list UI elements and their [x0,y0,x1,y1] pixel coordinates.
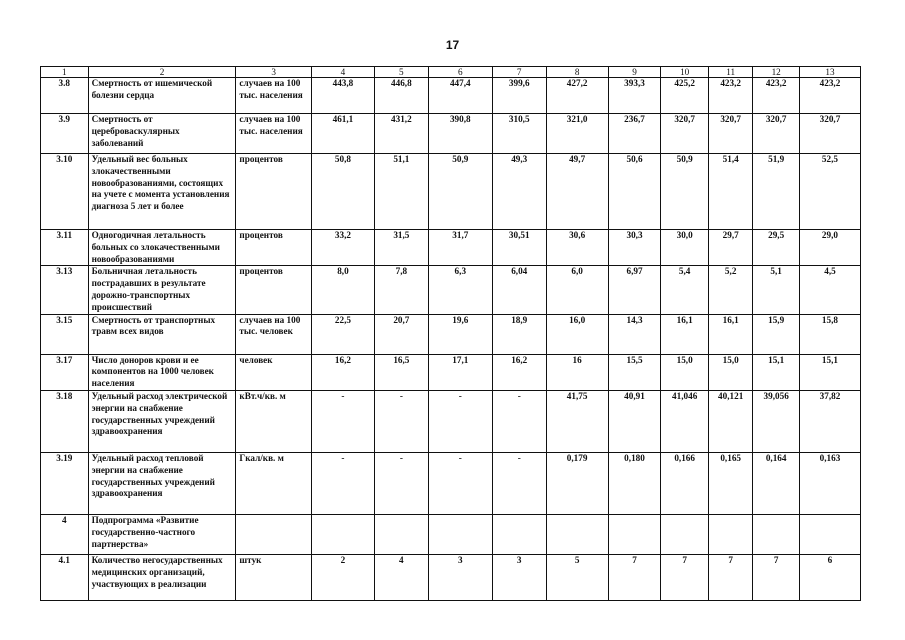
value-cell: 7 [661,554,709,600]
value-cell: 14,3 [608,314,661,354]
unit-cell: штук [236,554,311,600]
value-cell: 50,9 [661,154,709,230]
unit-cell: случаев на 100 тыс. населения [236,114,311,154]
value-cell: 30,0 [661,230,709,266]
value-cell: 30,3 [608,230,661,266]
value-cell: 423,2 [753,78,800,114]
value-cell: 16,1 [708,314,752,354]
value-cell: - [374,452,428,514]
value-cell: 16,2 [311,354,374,390]
value-cell: 4 [374,554,428,600]
value-cell: 30,6 [546,230,608,266]
value-cell: 390,8 [428,114,492,154]
value-cell: 29,0 [799,230,860,266]
value-cell: 3 [428,554,492,600]
value-cell: 31,7 [428,230,492,266]
value-cell: 310,5 [492,114,546,154]
unit-cell: процентов [236,154,311,230]
value-cell: 50,9 [428,154,492,230]
value-cell: 19,6 [428,314,492,354]
column-number-cell: 4 [311,67,374,78]
value-cell: 15,1 [799,354,860,390]
row-index-cell: 3.18 [41,390,89,452]
value-cell: 2 [311,554,374,600]
value-cell: - [428,452,492,514]
value-cell: 52,5 [799,154,860,230]
value-cell: 461,1 [311,114,374,154]
unit-cell: человек [236,354,311,390]
value-cell: 16 [546,354,608,390]
value-cell: 0,165 [708,452,752,514]
value-cell: - [492,390,546,452]
value-cell: 5,2 [708,266,752,314]
value-cell: 399,6 [492,78,546,114]
value-cell: 6,0 [546,266,608,314]
value-cell: 40,121 [708,390,752,452]
value-cell: 443,8 [311,78,374,114]
value-cell: 16,5 [374,354,428,390]
unit-cell: Гкал/кв. м [236,452,311,514]
row-index-cell: 3.19 [41,452,89,514]
value-cell: 7 [753,554,800,600]
value-cell: 0,163 [799,452,860,514]
value-cell: 16,2 [492,354,546,390]
value-cell: 431,2 [374,114,428,154]
indicator-name-cell: Количество негосударственных медицинских организаций, участвующих в реализации [88,554,236,600]
indicator-name-cell: Удельный расход электрической энергии на снабжение государственных учреждений здравоохранения [88,390,236,452]
value-cell: - [428,390,492,452]
table-row [41,452,861,514]
indicator-name-cell: Смертность от цереброваскулярных заболеваний [88,114,236,154]
column-number-cell: 9 [608,67,661,78]
value-cell: 29,5 [753,230,800,266]
row-index-cell: 3.17 [41,354,89,390]
value-cell: 427,2 [546,78,608,114]
column-number-cell: 8 [546,67,608,78]
column-number-cell: 6 [428,67,492,78]
row-index-cell: 3.10 [41,154,89,230]
value-cell: 33,2 [311,230,374,266]
value-cell: 16,1 [661,314,709,354]
value-cell: 15,9 [753,314,800,354]
unit-cell: случаев на 100 тыс. человек [236,314,311,354]
value-cell [753,514,800,554]
table-row [41,314,861,354]
value-cell [374,514,428,554]
unit-cell: процентов [236,266,311,314]
table-row [41,390,861,452]
value-cell: 41,046 [661,390,709,452]
column-number-cell: 10 [661,67,709,78]
value-cell [492,514,546,554]
value-cell: 49,3 [492,154,546,230]
table-row [41,230,861,266]
row-index-cell: 4.1 [41,554,89,600]
value-cell [799,514,860,554]
row-index-cell: 4 [41,514,89,554]
value-cell: 15,0 [661,354,709,390]
value-cell: 39,056 [753,390,800,452]
value-cell: 8,0 [311,266,374,314]
value-cell: 18,9 [492,314,546,354]
column-number-cell: 5 [374,67,428,78]
table-row [41,354,861,390]
value-cell: - [374,390,428,452]
value-cell: 447,4 [428,78,492,114]
value-cell: 15,0 [708,354,752,390]
value-cell: 0,164 [753,452,800,514]
value-cell [546,514,608,554]
table-row [41,114,861,154]
value-cell: 20,7 [374,314,428,354]
column-number-cell: 13 [799,67,860,78]
row-index-cell: 3.15 [41,314,89,354]
value-cell: 320,7 [708,114,752,154]
value-cell [311,514,374,554]
value-cell: 321,0 [546,114,608,154]
row-index-cell: 3.11 [41,230,89,266]
indicator-name-cell: Удельный вес больных злокачественными новообразованиями, состоящих на учете с момента установления диагноза 5 лет и более [88,154,236,230]
value-cell: 3 [492,554,546,600]
value-cell: 22,5 [311,314,374,354]
indicator-name-cell: Смертность от транспортных травм всех видов [88,314,236,354]
value-cell: 49,7 [546,154,608,230]
indicator-name-cell: Подпрограмма «Развитие государственно-частного партнерства» [88,514,236,554]
unit-cell: случаев на 100 тыс. населения [236,78,311,114]
value-cell: 5,4 [661,266,709,314]
value-cell: 30,51 [492,230,546,266]
value-cell: - [311,452,374,514]
unit-cell [236,514,311,554]
page-number: 17 [445,38,460,52]
row-index-cell: 3.13 [41,266,89,314]
value-cell: 7,8 [374,266,428,314]
value-cell: 7 [608,554,661,600]
column-number-cell: 7 [492,67,546,78]
value-cell: - [492,452,546,514]
value-cell: 0,179 [546,452,608,514]
value-cell: 393,3 [608,78,661,114]
value-cell [661,514,709,554]
value-cell: 50,6 [608,154,661,230]
column-number-cell: 1 [41,67,89,78]
value-cell: 423,2 [708,78,752,114]
value-cell: 6,97 [608,266,661,314]
value-cell: 0,166 [661,452,709,514]
row-index-cell: 3.9 [41,114,89,154]
value-cell: 425,2 [661,78,709,114]
value-cell: 6,3 [428,266,492,314]
table-row [41,554,861,600]
value-cell: 15,1 [753,354,800,390]
value-cell: 5,1 [753,266,800,314]
column-number-row [41,67,861,78]
column-number-cell: 12 [753,67,800,78]
value-cell: 6 [799,554,860,600]
column-number-cell: 2 [88,67,236,78]
value-cell: 320,7 [799,114,860,154]
unit-cell: кВт.ч/кв. м [236,390,311,452]
table-row [41,514,861,554]
value-cell [708,514,752,554]
value-cell [608,514,661,554]
value-cell: 50,8 [311,154,374,230]
indicator-name-cell: Больничная летальность пострадавших в результате дорожно-транспортных происшествий [88,266,236,314]
table-row [41,154,861,230]
value-cell: 31,5 [374,230,428,266]
value-cell: 16,0 [546,314,608,354]
value-cell: 320,7 [661,114,709,154]
value-cell: 17,1 [428,354,492,390]
column-number-cell: 11 [708,67,752,78]
value-cell: 4,5 [799,266,860,314]
unit-cell: процентов [236,230,311,266]
value-cell: 37,82 [799,390,860,452]
indicator-table [40,66,861,601]
value-cell: 51,9 [753,154,800,230]
indicator-name-cell: Одногодичная летальность больных со злокачественными новообразованиями [88,230,236,266]
value-cell [428,514,492,554]
value-cell: 51,4 [708,154,752,230]
value-cell: 0,180 [608,452,661,514]
indicator-name-cell: Число доноров крови и ее компонентов на 1000 человек населения [88,354,236,390]
value-cell: - [311,390,374,452]
value-cell: 236,7 [608,114,661,154]
value-cell: 15,8 [799,314,860,354]
indicator-name-cell: Удельный расход тепловой энергии на снабжение государственных учреждений здравоохранения [88,452,236,514]
value-cell: 15,5 [608,354,661,390]
value-cell: 40,91 [608,390,661,452]
value-cell: 51,1 [374,154,428,230]
value-cell: 29,7 [708,230,752,266]
value-cell: 41,75 [546,390,608,452]
value-cell: 6,04 [492,266,546,314]
value-cell: 423,2 [799,78,860,114]
column-number-cell: 3 [236,67,311,78]
table-row [41,266,861,314]
table-row [41,78,861,114]
value-cell: 7 [708,554,752,600]
indicator-name-cell: Смертность от ишемической болезни сердца [88,78,236,114]
value-cell: 5 [546,554,608,600]
value-cell: 446,8 [374,78,428,114]
value-cell: 320,7 [753,114,800,154]
row-index-cell: 3.8 [41,78,89,114]
